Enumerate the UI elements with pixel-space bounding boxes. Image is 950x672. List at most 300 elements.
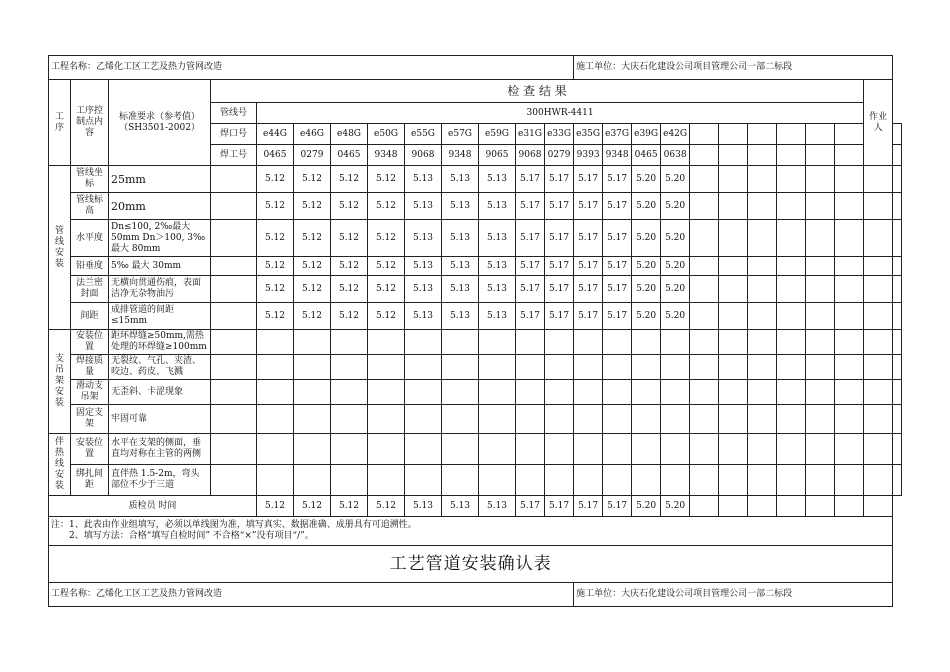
check-cell: 5.12 [368,166,405,193]
check-cell [690,193,719,220]
welder-id-cell: 0279 [545,145,574,166]
check-cell: 5.12 [331,166,368,193]
worker-cell [893,434,902,465]
inspector-date-cell: 5.13 [479,496,516,517]
check-cell: 5.17 [516,220,545,257]
check-cell [719,355,748,380]
check-cell: 5.20 [661,220,690,257]
check-cell: 5.13 [405,257,442,276]
weld-id-cell [835,124,864,145]
check-cell [806,220,835,257]
check-cell [516,330,545,355]
item-row [49,380,902,405]
note-2: 2、填写方法：合格“填写自检时间” 不合格“×”没有项目“/”。 [69,531,314,541]
check-cell: 5.12 [257,303,294,330]
check-cell: 5.17 [516,276,545,303]
check-cell [719,276,748,303]
check-cell [835,276,864,303]
inspector-date-cell: 5.17 [574,496,603,517]
check-cell [479,465,516,496]
check-cell: 5.20 [661,303,690,330]
check-cell [690,220,719,257]
check-cell: 5.12 [294,257,331,276]
worker-cell [893,257,902,276]
welder-id-cell [893,145,902,166]
check-cell [690,257,719,276]
check-cell: 5.20 [632,257,661,276]
check-cell: 5.12 [331,276,368,303]
check-cell: 5.17 [574,220,603,257]
check-cell [864,434,893,465]
check-cell [405,434,442,465]
check-cell [405,330,442,355]
check-cell: 5.12 [331,220,368,257]
check-cell [748,257,777,276]
item-name: 管线坐标 [71,166,109,193]
item-row [49,434,902,465]
check-cell [777,434,806,465]
check-cell: 5.12 [294,193,331,220]
inspector-date-cell [864,496,893,517]
check-cell: 5.17 [516,303,545,330]
check-cell [545,405,574,434]
item-row [49,355,902,380]
check-cell [257,465,294,496]
welder-id-cell [777,145,806,166]
check-cell: 5.17 [545,257,574,276]
group-heat-tracing: 伴热线安装 [49,434,71,496]
check-cell: 5.20 [661,276,690,303]
form-title-row [49,546,902,583]
check-cell [719,193,748,220]
inspection-table [48,55,902,607]
col-control-header: 工序控制点内容 [71,80,109,166]
contractor-name-footer: 施工单位：大庆石化建设公司项目管理公司一部二标段 [574,583,893,607]
check-cell: 5.13 [405,193,442,220]
check-cell [545,380,574,405]
item-name: 滑动支吊架 [71,380,109,405]
check-cell [545,330,574,355]
weld-id-cell [806,124,835,145]
check-cell [442,405,479,434]
check-cell [545,434,574,465]
col-standard-header: 标准要求（参考值）（SH3501-2002） [109,80,211,166]
welder-id-cell: 0638 [661,145,690,166]
welder-id-cell: 9393 [574,145,603,166]
check-cell: 5.13 [405,166,442,193]
inspector-date-cell [690,496,719,517]
weld-id-cell [777,124,806,145]
item-standard: 20mm [109,193,211,220]
check-cell: 5.12 [368,193,405,220]
check-cell [806,405,835,434]
check-cell [719,405,748,434]
check-cell [632,355,661,380]
check-cell: 5.20 [632,166,661,193]
check-cell: 5.20 [661,257,690,276]
check-cell: 5.17 [603,166,632,193]
check-cell [719,380,748,405]
check-cell [661,434,690,465]
check-cell [368,355,405,380]
check-cell [661,405,690,434]
check-cell [835,193,864,220]
welder-id-cell [835,145,864,166]
check-cell [690,303,719,330]
check-cell [748,355,777,380]
check-cell [479,434,516,465]
check-cell [864,257,893,276]
note-1: 注：1、此表由作业组填写，必须以单线图为准，填写真实、数据准确、成册具有可追溯性。 [51,520,417,530]
check-cell [748,330,777,355]
item-name: 安装位置 [71,434,109,465]
check-cell [777,380,806,405]
check-cell: 5.12 [257,276,294,303]
check-cell [405,355,442,380]
welder-id-cell: 0465 [257,145,294,166]
check-cell [516,405,545,434]
item-spacer [211,303,257,330]
check-cell [835,166,864,193]
check-cell [748,405,777,434]
check-cell [806,330,835,355]
worker-cell [893,330,902,355]
check-cell [864,193,893,220]
check-cell [835,355,864,380]
weld-id-cell: e46G [294,124,331,145]
worker-cell [893,355,902,380]
weld-id-cell [748,124,777,145]
item-spacer [211,276,257,303]
check-cell: 5.12 [368,257,405,276]
inspector-date-cell [806,496,835,517]
check-cell: 5.17 [574,303,603,330]
check-cell [257,434,294,465]
welder-id-cell: 0465 [632,145,661,166]
check-cell [257,330,294,355]
check-cell [690,380,719,405]
check-cell [806,303,835,330]
weld-id-cell: e31G [516,124,545,145]
check-cell: 5.20 [632,193,661,220]
check-cell [806,276,835,303]
item-standard: 5‰ 最大 30mm [109,257,211,276]
worker-cell [893,380,902,405]
check-cell [294,330,331,355]
check-cell: 5.13 [442,303,479,330]
inspector-date-cell: 5.12 [368,496,405,517]
inspector-date-cell: 5.17 [516,496,545,517]
check-cell: 5.12 [294,220,331,257]
check-cell: 5.12 [331,303,368,330]
item-name: 固定支架 [71,405,109,434]
check-cell [632,330,661,355]
check-cell [632,434,661,465]
item-standard: 无裂纹、气孔、夹渣、咬边、药皮、飞溅 [109,355,211,380]
check-cell [257,405,294,434]
worker-cell [893,193,902,220]
welder-id-cell [690,145,719,166]
check-cell: 5.13 [479,257,516,276]
check-cell: 5.13 [442,276,479,303]
check-cell: 5.12 [257,193,294,220]
check-cell [748,465,777,496]
check-cell: 5.13 [442,193,479,220]
item-row [49,405,902,434]
pipe-label: 管线号 [211,103,257,124]
item-name: 安装位置 [71,330,109,355]
check-cell: 5.17 [545,220,574,257]
check-cell: 5.13 [479,166,516,193]
check-cell: 5.17 [574,257,603,276]
check-cell: 5.12 [257,220,294,257]
check-cell [442,380,479,405]
check-cell [719,465,748,496]
welder-id-cell: 9348 [368,145,405,166]
check-cell: 5.12 [331,257,368,276]
worker-cell [893,220,902,257]
check-cell: 5.13 [405,303,442,330]
item-standard: Dn≤100, 2‰最大 50mm Dn＞100, 3‰最大 80mm [109,220,211,257]
check-cell [864,166,893,193]
check-cell: 5.17 [574,166,603,193]
inspector-date-cell: 5.12 [331,496,368,517]
check-cell: 5.13 [442,166,479,193]
check-cell [806,465,835,496]
check-cell [748,166,777,193]
worker-header: 作业人 [864,80,893,166]
item-spacer [211,166,257,193]
welder-label: 焊工号 [211,145,257,166]
check-cell [574,465,603,496]
welder-id-cell: 9068 [516,145,545,166]
inspector-date-cell: 5.20 [661,496,690,517]
check-cell [777,193,806,220]
header-row-1 [49,80,902,103]
check-cell [661,380,690,405]
check-cell: 5.17 [545,276,574,303]
check-cell [632,465,661,496]
worker-cell [893,303,902,330]
check-cell [835,465,864,496]
check-cell: 5.17 [574,276,603,303]
check-cell [864,380,893,405]
item-spacer [211,193,257,220]
item-name: 管线标高 [71,193,109,220]
check-cell [405,405,442,434]
worker-cell [893,166,902,193]
check-cell [690,166,719,193]
check-cell: 5.17 [545,193,574,220]
project-footer-row [49,583,902,607]
check-cell [331,465,368,496]
check-cell [516,465,545,496]
check-cell [294,434,331,465]
check-cell [777,166,806,193]
weld-id-cell: e50G [368,124,405,145]
check-cell: 5.17 [574,193,603,220]
check-cell [603,465,632,496]
check-cell [835,380,864,405]
item-name: 法兰密封面 [71,276,109,303]
check-cell [545,355,574,380]
check-cell [864,355,893,380]
welder-id-cell [806,145,835,166]
check-cell: 5.12 [294,166,331,193]
check-cell [777,355,806,380]
inspector-date-cell: 5.12 [294,496,331,517]
item-spacer [211,434,257,465]
check-cell: 5.12 [368,276,405,303]
check-cell [777,303,806,330]
check-cell: 5.20 [661,193,690,220]
welder-id-cell: 9348 [603,145,632,166]
check-cell: 5.13 [479,276,516,303]
check-cell: 5.13 [479,303,516,330]
check-cell [257,380,294,405]
weld-id-cell: e39G [632,124,661,145]
check-cell [442,330,479,355]
item-row [49,166,902,193]
item-standard: 成排管道的间距≤15mm [109,303,211,330]
contractor-name: 施工单位：大庆石化建设公司项目管理公司一部二标段 [574,56,893,80]
check-cell [479,380,516,405]
check-cell [690,276,719,303]
check-cell [777,405,806,434]
check-cell [748,276,777,303]
check-cell [806,380,835,405]
check-cell [368,405,405,434]
check-cell [719,166,748,193]
project-name-footer: 工程名称：乙烯化工区工艺及热力管网改造 [49,583,574,607]
welder-id-cell: 0279 [294,145,331,166]
check-cell: 5.20 [632,276,661,303]
check-cell [294,465,331,496]
check-cell [331,380,368,405]
check-cell: 5.17 [545,166,574,193]
item-row [49,220,902,257]
check-cell [603,355,632,380]
group-support-install: 支吊架安装 [49,330,71,434]
check-cell [257,355,294,380]
item-standard: 距环焊缝≥50mm,需热处理的环焊缝≥100mm [109,330,211,355]
check-cell [835,330,864,355]
check-cell [368,380,405,405]
check-cell [748,193,777,220]
welder-id-cell [719,145,748,166]
check-cell [294,355,331,380]
check-cell [368,465,405,496]
weld-id-cell: e48G [331,124,368,145]
worker-cell [893,276,902,303]
item-row [49,193,902,220]
check-cell: 5.12 [368,303,405,330]
weld-id-cell [719,124,748,145]
check-cell [806,193,835,220]
check-cell [777,220,806,257]
welder-id-cell: 9348 [442,145,479,166]
check-cell [864,465,893,496]
item-name: 间距 [71,303,109,330]
check-cell [835,434,864,465]
check-cell: 5.20 [632,220,661,257]
check-cell [661,465,690,496]
check-cell [603,405,632,434]
check-cell [331,330,368,355]
worker-cell [893,405,902,434]
check-cell [603,380,632,405]
check-cell [632,405,661,434]
check-cell [748,303,777,330]
check-cell: 5.12 [368,220,405,257]
check-cell [661,355,690,380]
item-name: 铅垂度 [71,257,109,276]
check-cell [748,380,777,405]
check-cell [719,434,748,465]
check-cell [331,434,368,465]
welder-id-cell: 9068 [405,145,442,166]
inspection-results-title: 检 查 结 果 [211,80,864,103]
weld-id-cell: e35G [574,124,603,145]
check-cell [479,355,516,380]
check-cell: 5.13 [479,220,516,257]
check-cell: 5.13 [405,276,442,303]
check-cell [806,355,835,380]
item-spacer [211,257,257,276]
check-cell [603,434,632,465]
weld-label: 焊口号 [211,124,257,145]
check-cell [661,330,690,355]
check-cell [864,220,893,257]
inspector-date-cell: 5.12 [257,496,294,517]
check-cell [835,220,864,257]
check-cell [405,465,442,496]
welder-id-cell: 9065 [479,145,516,166]
check-cell [719,220,748,257]
item-name: 焊接质量 [71,355,109,380]
check-cell [479,405,516,434]
inspector-date-cell: 5.20 [632,496,661,517]
item-spacer [211,380,257,405]
weld-id-cell: e33G [545,124,574,145]
inspector-date-cell: 5.13 [442,496,479,517]
check-cell: 5.12 [257,166,294,193]
check-cell: 5.12 [294,276,331,303]
col-process-header: 工序 [49,80,71,166]
check-cell [574,355,603,380]
weld-id-cell [690,124,719,145]
inspection-form [48,55,902,607]
inspector-date-cell [835,496,864,517]
check-cell [777,330,806,355]
item-spacer [211,405,257,434]
check-cell [777,276,806,303]
item-spacer [211,330,257,355]
check-cell [331,355,368,380]
inspector-date-cell: 5.17 [603,496,632,517]
check-cell [442,465,479,496]
weld-id-cell [893,124,902,145]
weld-id-cell: e59G [479,124,516,145]
inspector-date-cell [748,496,777,517]
inspector-label: 质检员 时间 [49,496,257,517]
item-row [49,257,902,276]
check-cell [574,330,603,355]
check-cell [690,465,719,496]
check-cell [603,330,632,355]
check-cell [516,434,545,465]
check-cell: 5.17 [516,193,545,220]
